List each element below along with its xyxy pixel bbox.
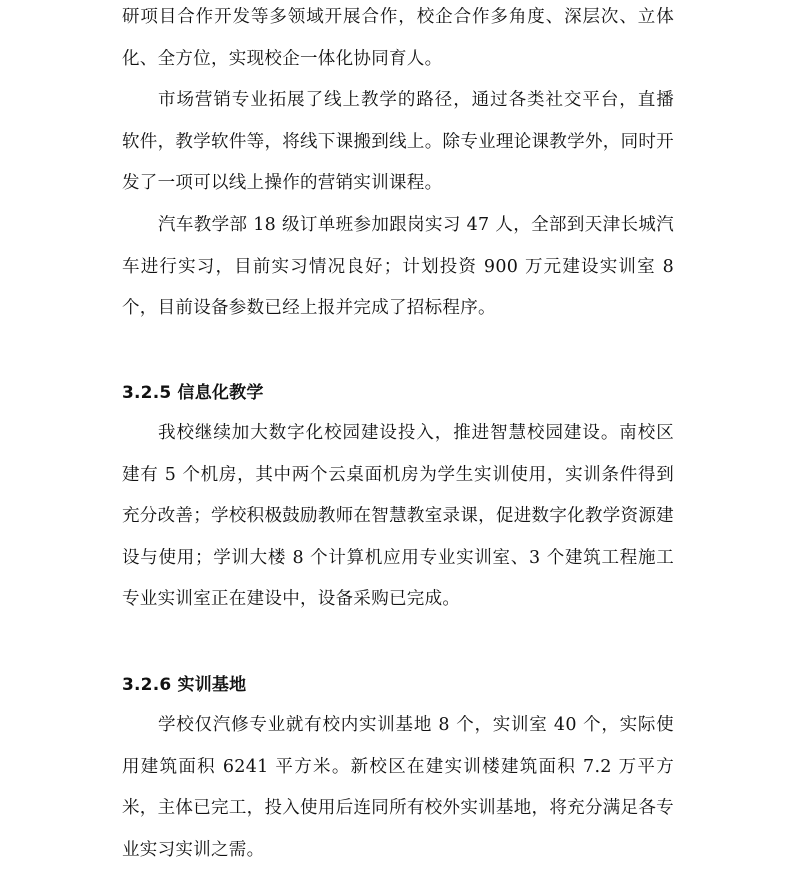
paragraph-automotive-internship: 汽车教学部 18 级订单班参加跟岗实习 47 人，全部到天津长城汽车进行实习，目前实习情况良好；计划投资 900 万元建设实训室 8 个，目前设备参数已经上报并完成了招标程序。 (122, 215, 674, 319)
paragraph-marketing-online-teaching: 市场营销专业拓展了线上教学的路径，通过各类社交平台，直播软件，教学软件等，将线下课搬到线上。除专业理论课教学外，同时开发了一项可以线上操作的营销实训课程。 (122, 90, 674, 194)
paragraph-information-teaching: 我校继续加大数字化校园建设投入，推进智慧校园建设。南校区建有 5 个机房，其中两个云桌面机房为学生实训使用，实训条件得到充分改善；学校积极鼓励教师在智慧教室录课，促进数字化教学资源建设与使用；学训大楼 8 个计算机应用专业实训室、3 个建筑工程施工专业实训室正在建设中，设备采购已完成。 (122, 423, 674, 610)
section-heading-training-base: 3.2.6 实训基地 (122, 675, 247, 695)
paragraph-cooperation-continued: 研项目合作开发等多领域开展合作，校企合作多角度、深层次、立体化、全方位，实现校企一体化协同育人。 (122, 7, 674, 69)
paragraph-training-base: 学校仅汽修专业就有校内实训基地 8 个，实训室 40 个，实际使用建筑面积 6241 平方米。新校区在建实训楼建筑面积 7.2 万平方米，主体已完工，投入使用后连同所有校外实训基地，将充分满足各专业实习实训之需。 (122, 715, 674, 860)
section-heading-information-teaching: 3.2.5 信息化教学 (122, 383, 264, 403)
